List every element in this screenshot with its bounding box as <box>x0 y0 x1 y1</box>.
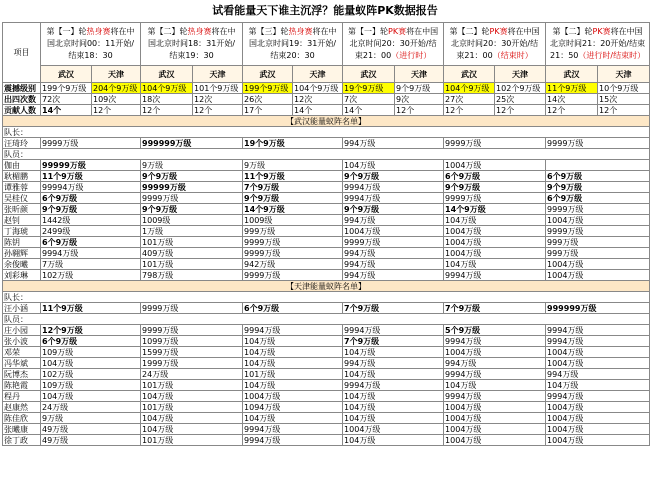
member-row <box>3 435 650 446</box>
leader-label: 队长： <box>3 127 650 138</box>
member-score: 104万级 <box>444 215 546 226</box>
member-row <box>3 171 650 182</box>
stats-row <box>3 105 650 116</box>
round-header <box>41 23 141 66</box>
member-score: 9999万级 <box>546 138 650 149</box>
stats-cell: 15次 <box>598 94 650 105</box>
round-type: 热身赛 <box>187 27 212 36</box>
round-header <box>444 23 546 66</box>
member-row <box>3 369 650 380</box>
member-score: 104万级 <box>141 391 243 402</box>
member-score: 104万级 <box>343 369 444 380</box>
member-name: 陈钥 <box>3 237 41 248</box>
member-score: 1004万级 <box>546 215 650 226</box>
stats-cell: 18次 <box>141 94 193 105</box>
member-score: 1004万级 <box>546 435 650 446</box>
round-type: PK赛 <box>388 27 407 36</box>
round-time: 将在中国北京时间20：30开始/结束21：00 <box>349 27 439 60</box>
leader-row <box>3 138 650 149</box>
member-score: 9994万级 <box>444 336 546 347</box>
member-score: 7万级 <box>41 259 141 270</box>
stats-cell: 10个9万级 <box>598 83 650 94</box>
stats-label: 震撼级别 <box>3 83 41 94</box>
member-name: 汪小涵 <box>3 303 41 314</box>
member-score: 1004万级 <box>343 424 444 435</box>
member-score: 1004万级 <box>444 424 546 435</box>
member-score: 1004万级 <box>444 413 546 424</box>
round-header <box>343 23 444 66</box>
member-score: 1004万级 <box>546 358 650 369</box>
stats-cell: 14个 <box>343 105 395 116</box>
wuhan-section-row <box>3 116 650 127</box>
round-type: 热身赛 <box>288 27 313 36</box>
member-name: 张昕颜 <box>3 204 41 215</box>
member-score: 104万级 <box>343 413 444 424</box>
member-row <box>3 325 650 336</box>
member-score: 99999万级 <box>41 160 141 171</box>
member-score: 102万级 <box>41 369 141 380</box>
stats-cell: 12个 <box>546 105 598 116</box>
stats-cell: 14个 <box>41 105 92 116</box>
stats-cell: 9次 <box>395 94 444 105</box>
stats-row <box>3 83 650 94</box>
member-score: 109万级 <box>41 380 141 391</box>
stats-cell: 26次 <box>243 94 293 105</box>
member-row <box>3 248 650 259</box>
member-score <box>546 160 650 171</box>
member-name: 赵康然 <box>3 402 41 413</box>
member-score: 1004万级 <box>343 226 444 237</box>
member-score: 9个9万级 <box>343 171 444 182</box>
stats-cell: 11个9万级 <box>546 83 598 94</box>
member-score: 9万级 <box>141 160 243 171</box>
stats-cell: 12次 <box>293 94 343 105</box>
member-label-row <box>3 149 650 160</box>
member-label: 队员： <box>3 149 650 160</box>
member-score: 109万级 <box>41 347 141 358</box>
member-score: 994万级 <box>343 138 444 149</box>
round-number: 第【二】轮 <box>147 27 188 36</box>
member-score: 2499级 <box>41 226 141 237</box>
member-name: 陈艳霞 <box>3 380 41 391</box>
stats-cell: 12次 <box>193 94 243 105</box>
member-score: 798万级 <box>141 270 243 281</box>
member-score: 9999万级 <box>141 193 243 204</box>
member-row <box>3 237 650 248</box>
leader-label: 队长： <box>3 292 650 303</box>
member-score: 9个9万级 <box>141 171 243 182</box>
stats-cell: 104个9万级 <box>293 83 343 94</box>
team-tianjin-header: 天津 <box>193 66 243 83</box>
member-score: 1004万级 <box>546 270 650 281</box>
member-score: 1004万级 <box>546 259 650 270</box>
member-row <box>3 182 650 193</box>
member-score: 1004万级 <box>444 435 546 446</box>
round-number: 第【三】轮 <box>248 27 289 36</box>
tianjin-section-row <box>3 281 650 292</box>
member-score: 9994万级 <box>444 369 546 380</box>
member-score: 104万级 <box>41 358 141 369</box>
member-score: 9个9万级 <box>343 204 444 215</box>
stats-cell: 12个 <box>193 105 243 116</box>
member-score: 104万级 <box>243 358 343 369</box>
member-score: 104万级 <box>243 336 343 347</box>
stats-cell: 104个9万级 <box>444 83 495 94</box>
member-row <box>3 347 650 358</box>
member-score: 1099万级 <box>141 336 243 347</box>
member-row <box>3 215 650 226</box>
round-type: PK赛 <box>592 27 611 36</box>
member-score: 104万级 <box>243 380 343 391</box>
member-score: 1004万级 <box>444 237 546 248</box>
member-score: 6个9万级 <box>41 193 141 204</box>
member-score: 1004万级 <box>444 402 546 413</box>
member-score: 9994万级 <box>343 193 444 204</box>
member-score: 9个9万级 <box>546 182 650 193</box>
round-number: 第【二】轮 <box>449 27 490 36</box>
member-name: 陈佳欣 <box>3 413 41 424</box>
member-name: 赵钊 <box>3 215 41 226</box>
stats-label: 出四次数 <box>3 94 41 105</box>
member-row <box>3 391 650 402</box>
member-score: 999万级 <box>546 248 650 259</box>
leader-label-row <box>3 127 650 138</box>
member-score: 994万级 <box>546 369 650 380</box>
member-score: 1442级 <box>41 215 141 226</box>
member-name: 谭雅蓉 <box>3 182 41 193</box>
member-score: 1009级 <box>243 215 343 226</box>
member-score: 102万级 <box>41 270 141 281</box>
member-score: 9999万级 <box>444 138 546 149</box>
member-score: 942万级 <box>243 259 343 270</box>
member-score: 7个9万级 <box>343 336 444 347</box>
member-score: 5个9万级 <box>444 325 546 336</box>
member-score: 409万级 <box>141 248 243 259</box>
member-score: 19个9万级 <box>243 138 343 149</box>
member-score: 9994万级 <box>41 248 141 259</box>
member-score: 11个9万级 <box>243 171 343 182</box>
member-score: 104万级 <box>546 380 650 391</box>
member-score: 9个9万级 <box>141 204 243 215</box>
stats-label: 贡献人数 <box>3 105 41 116</box>
member-score: 994万级 <box>343 358 444 369</box>
member-score: 1599万级 <box>141 347 243 358</box>
tianjin-section-title: 【天津能量蚁阵名单】 <box>3 281 650 292</box>
stats-cell: 104个9万级 <box>141 83 193 94</box>
round-time: 将在中国北京时间00：11开始/结束18：30 <box>46 27 135 60</box>
member-score: 7个9万级 <box>243 182 343 193</box>
round-type: 热身赛 <box>86 27 111 36</box>
round-number: 第【二】轮 <box>552 27 593 36</box>
member-score: 6个9万级 <box>41 237 141 248</box>
member-score: 49万级 <box>41 424 141 435</box>
stats-cell: 12个 <box>395 105 444 116</box>
member-score: 101万级 <box>141 237 243 248</box>
member-score: 999999万级 <box>141 138 243 149</box>
round-time: 将在中国北京时间19：31开始/结束20：30 <box>249 27 337 60</box>
member-label: 队员： <box>3 314 650 325</box>
member-score: 9994万级 <box>444 391 546 402</box>
member-score: 104万级 <box>343 160 444 171</box>
member-score: 9999万级 <box>243 237 343 248</box>
member-score: 999万级 <box>546 237 650 248</box>
member-name: 张小波 <box>3 336 41 347</box>
member-score: 9个9万级 <box>444 182 546 193</box>
member-score: 49万级 <box>41 435 141 446</box>
member-score: 104万级 <box>444 380 546 391</box>
member-row <box>3 380 650 391</box>
stats-cell: 199个9万级 <box>243 83 293 94</box>
member-score: 1004万级 <box>444 347 546 358</box>
round-number: 第【一】轮 <box>348 27 388 36</box>
member-score: 9999万级 <box>444 193 546 204</box>
stats-cell: 72次 <box>41 94 92 105</box>
member-name: 程丹 <box>3 391 41 402</box>
stats-cell: 9个9万级 <box>395 83 444 94</box>
stats-cell: 109次 <box>92 94 141 105</box>
corner-label: 项目 <box>3 23 41 83</box>
stats-cell: 12个 <box>92 105 141 116</box>
member-score: 9999万级 <box>141 325 243 336</box>
stats-cell: 204个9万级 <box>92 83 141 94</box>
member-score: 999万级 <box>243 226 343 237</box>
member-name: 刘彩琳 <box>3 270 41 281</box>
member-score: 101万级 <box>141 380 243 391</box>
member-score: 6个9万级 <box>546 171 650 182</box>
pk-data-table <box>2 22 650 446</box>
member-score: 11个9万级 <box>41 303 141 314</box>
team-wuhan-header: 武汉 <box>41 66 92 83</box>
member-score: 9994万级 <box>343 380 444 391</box>
member-score: 994万级 <box>343 259 444 270</box>
member-row <box>3 336 650 347</box>
member-score: 24万级 <box>41 402 141 413</box>
member-score: 9999万级 <box>41 138 141 149</box>
stats-cell: 14次 <box>546 94 598 105</box>
member-score: 104万级 <box>141 413 243 424</box>
member-score: 101万级 <box>243 369 343 380</box>
stats-row <box>3 94 650 105</box>
member-row <box>3 270 650 281</box>
round-time: 将在中国北京时间18：31开始/结束19：30 <box>147 27 236 60</box>
member-row <box>3 160 650 171</box>
round-status: （结束时） <box>492 51 533 60</box>
member-score: 7个9万级 <box>343 303 444 314</box>
member-score: 24万级 <box>141 369 243 380</box>
member-score: 101万级 <box>141 402 243 413</box>
member-row <box>3 413 650 424</box>
member-name: 张曦康 <box>3 424 41 435</box>
member-name: 邓荣 <box>3 347 41 358</box>
member-name: 余俊曦 <box>3 259 41 270</box>
member-score: 14个9万级 <box>243 204 343 215</box>
member-score: 104万级 <box>141 424 243 435</box>
member-score: 9999万级 <box>546 204 650 215</box>
member-score: 104万级 <box>343 347 444 358</box>
leader-row <box>3 303 650 314</box>
team-wuhan-header: 武汉 <box>546 66 598 83</box>
team-wuhan-header: 武汉 <box>141 66 193 83</box>
stats-cell: 12个 <box>444 105 495 116</box>
member-score: 104万级 <box>41 391 141 402</box>
stats-cell: 17个 <box>243 105 293 116</box>
member-row <box>3 226 650 237</box>
team-tianjin-header: 天津 <box>92 66 141 83</box>
member-score: 104万级 <box>444 259 546 270</box>
leader-label-row <box>3 292 650 303</box>
member-score: 9994万级 <box>243 325 343 336</box>
member-score: 7个9万级 <box>444 303 546 314</box>
member-name: 伽由 <box>3 160 41 171</box>
stats-cell: 12个 <box>141 105 193 116</box>
member-score: 1万级 <box>141 226 243 237</box>
member-score: 6个9万级 <box>444 171 546 182</box>
team-wuhan-header: 武汉 <box>343 66 395 83</box>
round-header <box>141 23 243 66</box>
team-tianjin-header: 天津 <box>598 66 650 83</box>
member-score: 1004万级 <box>243 391 343 402</box>
member-score: 994万级 <box>343 248 444 259</box>
round-number: 第【一】轮 <box>46 27 87 36</box>
member-score: 99994万级 <box>41 182 141 193</box>
team-tianjin-header: 天津 <box>495 66 546 83</box>
member-score: 9994万级 <box>343 325 444 336</box>
member-score: 999999万级 <box>546 303 650 314</box>
wuhan-section-title: 【武汉能量蚁阵名单】 <box>3 116 650 127</box>
member-score: 104万级 <box>243 413 343 424</box>
round-header <box>243 23 343 66</box>
member-row <box>3 402 650 413</box>
member-score: 11个9万级 <box>41 171 141 182</box>
member-score: 9994万级 <box>243 424 343 435</box>
member-label-row <box>3 314 650 325</box>
member-name: 阮博杰 <box>3 369 41 380</box>
round-status: （进行时/结束时） <box>578 51 646 60</box>
stats-cell: 101个9万级 <box>193 83 243 94</box>
stats-cell: 199个9万级 <box>41 83 92 94</box>
member-name: 耿楣鹏 <box>3 171 41 182</box>
member-score: 101万级 <box>141 435 243 446</box>
member-score: 1004万级 <box>444 226 546 237</box>
member-score: 14个9万级 <box>444 204 546 215</box>
member-row <box>3 204 650 215</box>
member-score: 1004万级 <box>546 424 650 435</box>
member-score: 1004万级 <box>444 160 546 171</box>
member-score: 6个9万级 <box>546 193 650 204</box>
member-name: 徐丁政 <box>3 435 41 446</box>
round-header <box>546 23 650 66</box>
member-score: 1004万级 <box>546 402 650 413</box>
member-score: 1004万级 <box>546 347 650 358</box>
member-score: 994万级 <box>343 215 444 226</box>
member-score: 9万级 <box>41 413 141 424</box>
stats-cell: 25次 <box>495 94 546 105</box>
member-name: 吴桂仪 <box>3 193 41 204</box>
stats-cell: 14个 <box>293 105 343 116</box>
member-score: 1999万级 <box>141 358 243 369</box>
member-score: 9万级 <box>243 160 343 171</box>
member-name: 孙翱辉 <box>3 248 41 259</box>
stats-cell: 12个 <box>598 105 650 116</box>
stats-cell: 19个9万级 <box>343 83 395 94</box>
round-time: 将在中国北京时间20：30开始/结束21：00 <box>451 27 540 60</box>
member-score: 994万级 <box>343 270 444 281</box>
team-tianjin-header: 天津 <box>395 66 444 83</box>
stats-cell: 102个9万级 <box>495 83 546 94</box>
member-row <box>3 358 650 369</box>
member-score: 104万级 <box>343 402 444 413</box>
member-score: 1094万级 <box>243 402 343 413</box>
member-score: 9994万级 <box>444 270 546 281</box>
member-score: 9994万级 <box>243 435 343 446</box>
team-header-row <box>3 66 650 83</box>
member-name: 冯华斌 <box>3 358 41 369</box>
member-score: 9999万级 <box>546 226 650 237</box>
member-score: 9999万级 <box>243 248 343 259</box>
stats-cell: 27次 <box>444 94 495 105</box>
team-wuhan-header: 武汉 <box>444 66 495 83</box>
member-name: 丁海琥 <box>3 226 41 237</box>
member-name: 汪琦玲 <box>3 138 41 149</box>
team-wuhan-header: 武汉 <box>243 66 293 83</box>
member-name: 庄小园 <box>3 325 41 336</box>
member-score: 1004万级 <box>444 248 546 259</box>
round-status: （进行时） <box>391 51 432 60</box>
stats-cell: 7次 <box>343 94 395 105</box>
member-score: 104万级 <box>243 347 343 358</box>
member-score: 9999万级 <box>243 270 343 281</box>
round-type: PK赛 <box>489 27 508 36</box>
member-score: 99999万级 <box>141 182 243 193</box>
member-score: 1004万级 <box>546 413 650 424</box>
stats-cell: 12个 <box>495 105 546 116</box>
member-row <box>3 259 650 270</box>
member-score: 104万级 <box>343 435 444 446</box>
member-score: 9994万级 <box>343 182 444 193</box>
round-time: 将在中国北京时间21：20开始/结束21：50 <box>550 27 646 60</box>
member-score: 9994万级 <box>546 391 650 402</box>
round-header-row <box>3 23 650 66</box>
member-score: 9999万级 <box>141 303 243 314</box>
member-score: 6个9万级 <box>243 303 343 314</box>
member-row <box>3 424 650 435</box>
member-row <box>3 193 650 204</box>
member-score: 12个9万级 <box>41 325 141 336</box>
report-title: 试看能量天下谁主沉浮？能量蚁阵PK数据报告 <box>212 4 438 17</box>
member-score: 9999万级 <box>343 237 444 248</box>
member-score: 6个9万级 <box>41 336 141 347</box>
member-score: 9994万级 <box>546 325 650 336</box>
member-score: 994万级 <box>444 358 546 369</box>
member-score: 9个9万级 <box>41 204 141 215</box>
member-score: 1009级 <box>141 215 243 226</box>
team-tianjin-header: 天津 <box>293 66 343 83</box>
member-score: 104万级 <box>343 391 444 402</box>
member-score: 101万级 <box>141 259 243 270</box>
member-score: 9个9万级 <box>243 193 343 204</box>
member-score: 9994万级 <box>546 336 650 347</box>
